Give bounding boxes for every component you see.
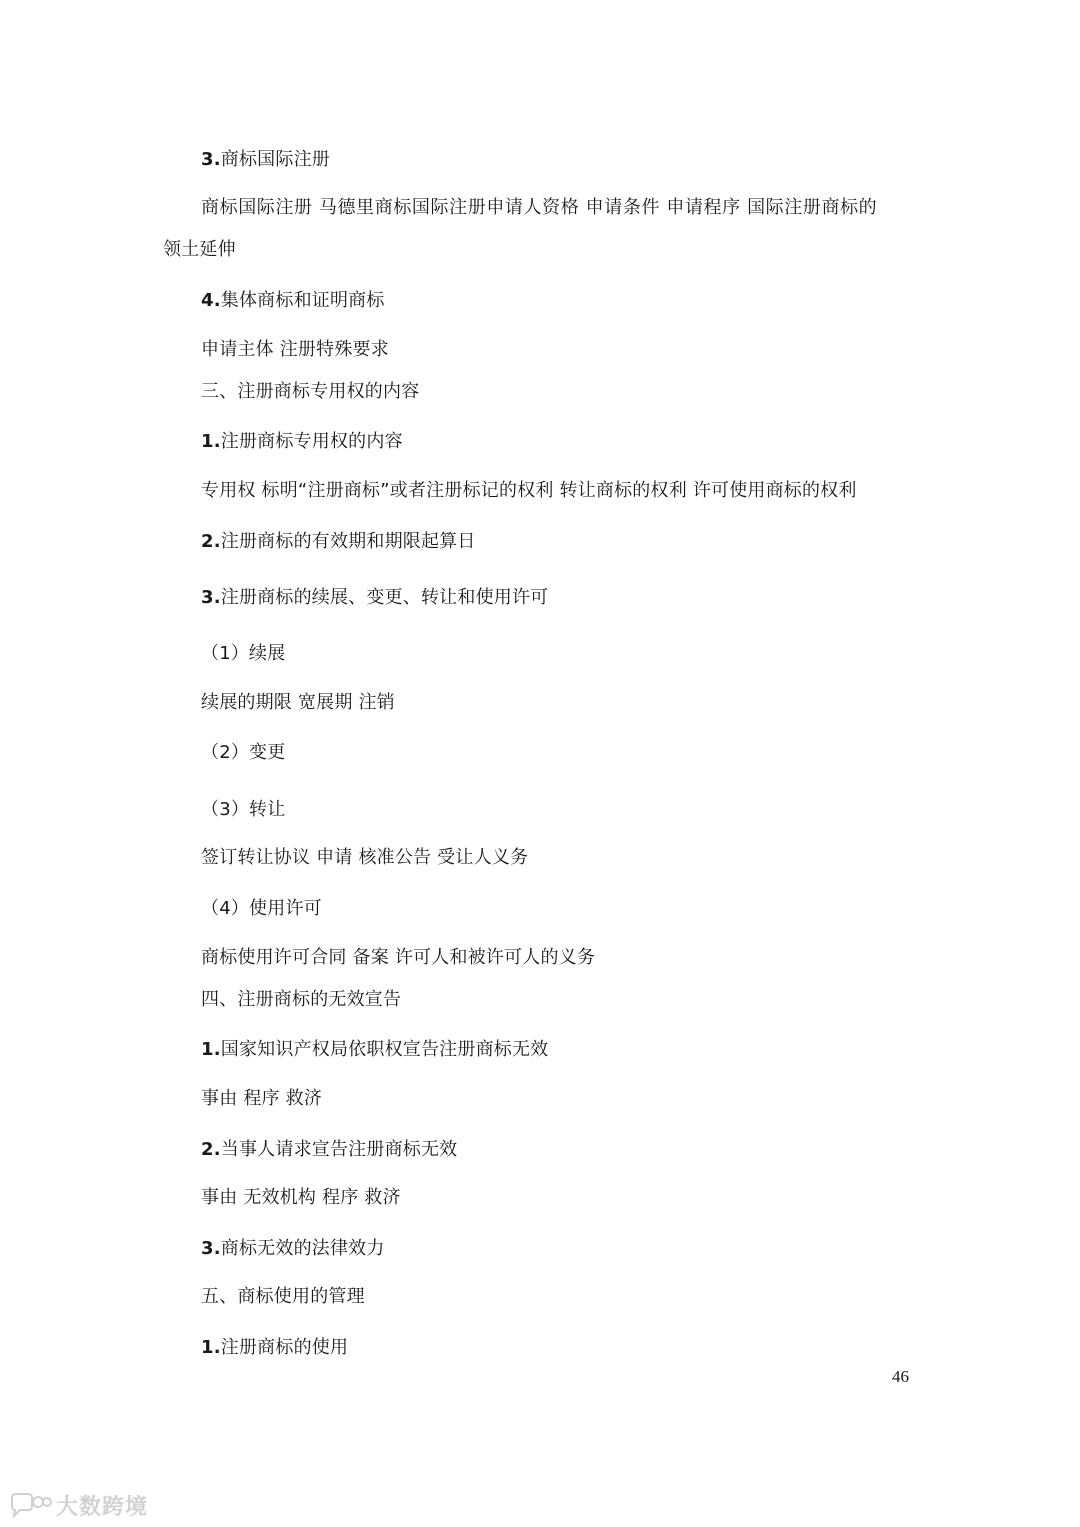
item-number: 2. xyxy=(201,1139,221,1160)
heading-collective-marks xyxy=(201,289,385,313)
subitem-text: （4）使用许可 xyxy=(201,898,322,919)
paragraph-text: 签订转让协议 申请 核准公告 受让人义务 xyxy=(201,847,529,868)
paragraph-line xyxy=(201,338,389,362)
item-number: 4. xyxy=(201,290,221,311)
subitem-text: （3）转让 xyxy=(201,799,286,820)
paragraph-text: 申请主体 注册特殊要求 xyxy=(201,339,389,360)
paragraph-text: 事由 无效机构 程序 救济 xyxy=(201,1187,401,1208)
item-number: 3. xyxy=(201,587,221,608)
subitem-heading xyxy=(201,798,285,822)
subitem-text: （2）变更 xyxy=(201,742,286,763)
item-number: 2. xyxy=(201,531,221,552)
heading-text: 当事人请求宣告注册商标无效 xyxy=(220,1139,458,1160)
paragraph-text: 商标国际注册 马德里商标国际注册申请人资格 申请条件 申请程序 国际注册商标的 xyxy=(201,197,878,218)
paragraph-text: 专用权 标明“注册商标”或者注册标记的权利 转让商标的权利 许可使用商标的权利 xyxy=(201,480,857,501)
subitem-heading xyxy=(201,741,285,765)
item-number: 3. xyxy=(201,1238,221,1259)
subitem-text: （1）续展 xyxy=(201,643,286,664)
chat-bubble-logo-icon xyxy=(8,1492,52,1520)
subheading xyxy=(201,430,403,454)
section-heading xyxy=(201,1285,365,1309)
heading-international-registration xyxy=(201,148,330,172)
heading-text: 注册商标的续展、变更、转让和使用许可 xyxy=(220,587,549,608)
item-number: 3. xyxy=(201,149,221,170)
section-heading-text: 五、商标使用的管理 xyxy=(201,1286,365,1307)
section-heading xyxy=(201,380,419,404)
section-heading xyxy=(201,988,401,1012)
watermark xyxy=(8,1490,148,1521)
heading-text: 商标无效的法律效力 xyxy=(220,1238,385,1259)
item-number: 1. xyxy=(201,431,221,452)
subitem-heading xyxy=(201,897,322,921)
subheading xyxy=(201,1237,385,1261)
paragraph-line xyxy=(201,691,395,715)
heading-text: 集体商标和证明商标 xyxy=(220,290,385,311)
heading-text: 国家知识产权局依职权宣告注册商标无效 xyxy=(220,1039,549,1060)
heading-text: 注册商标的使用 xyxy=(220,1337,349,1358)
paragraph-text: 领土延伸 xyxy=(163,239,236,260)
subheading xyxy=(201,1138,457,1162)
subheading xyxy=(201,586,548,610)
paragraph-line xyxy=(201,1087,322,1111)
heading-text: 注册商标专用权的内容 xyxy=(220,431,403,452)
paragraph-line xyxy=(201,846,528,870)
paragraph-line xyxy=(201,479,857,503)
subitem-heading xyxy=(201,642,285,666)
page-number: 46 xyxy=(892,1367,909,1386)
paragraph-line xyxy=(163,238,236,262)
paragraph-line xyxy=(201,1186,401,1210)
heading-text: 注册商标的有效期和期限起算日 xyxy=(220,531,476,552)
heading-text: 商标国际注册 xyxy=(220,149,330,170)
item-number: 1. xyxy=(201,1337,221,1358)
item-number: 1. xyxy=(201,1039,221,1060)
paragraph-text: 商标使用许可合同 备案 许可人和被许可人的义务 xyxy=(201,947,596,968)
subheading xyxy=(201,530,476,554)
subheading xyxy=(201,1038,548,1062)
section-heading-text: 四、注册商标的无效宣告 xyxy=(201,989,402,1010)
paragraph-line xyxy=(201,196,921,220)
watermark-text: 大数跨境 xyxy=(56,1495,149,1520)
subheading xyxy=(201,1336,348,1360)
section-heading-text: 三、注册商标专用权的内容 xyxy=(201,381,420,402)
paragraph-text: 事由 程序 救济 xyxy=(201,1088,323,1109)
paragraph-line xyxy=(201,946,595,970)
paragraph-text: 续展的期限 宽展期 注销 xyxy=(201,692,395,713)
